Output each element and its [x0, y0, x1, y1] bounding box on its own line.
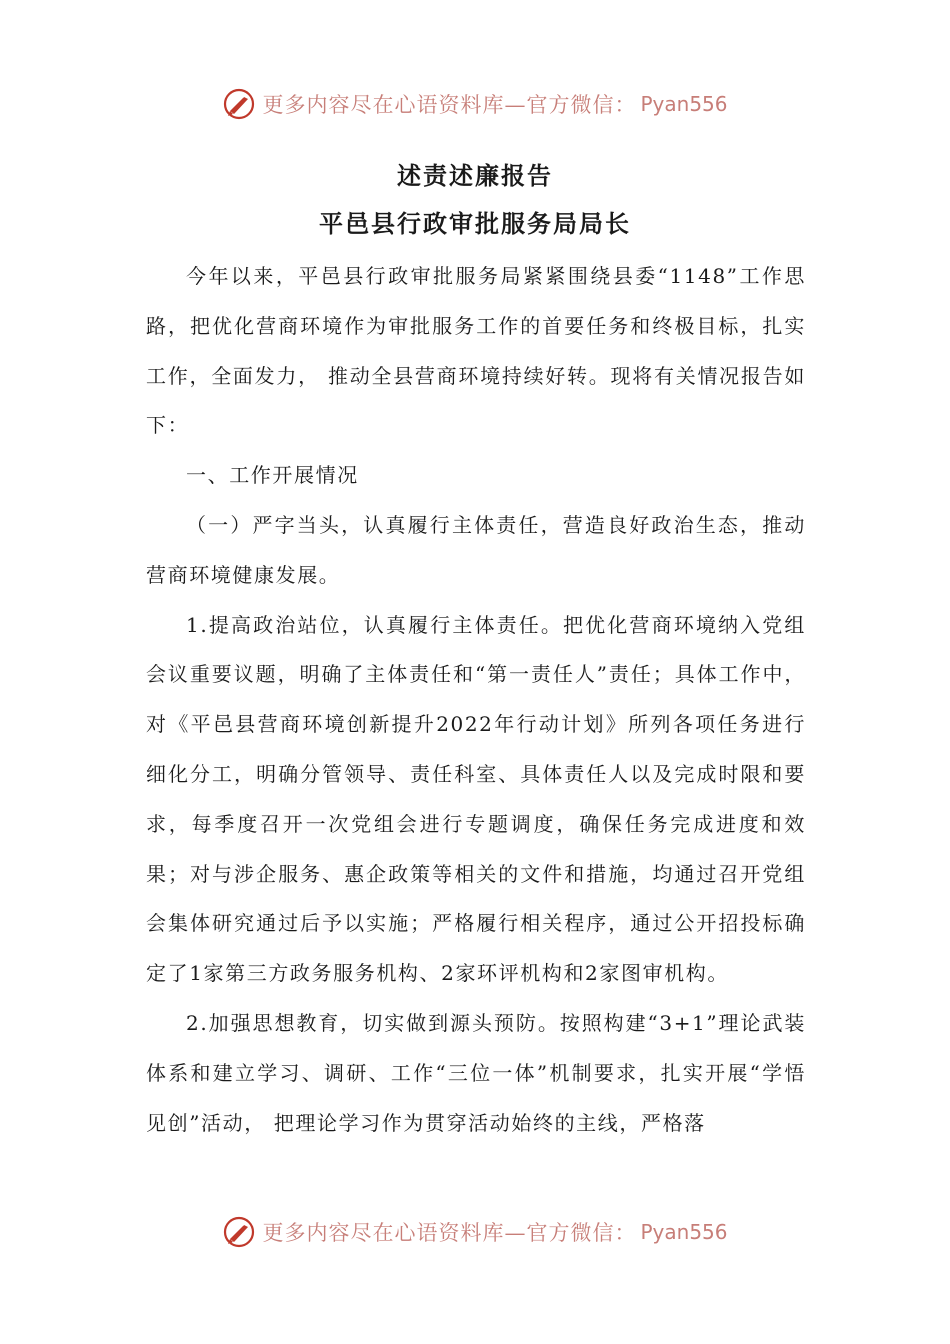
document-title: 述责述廉报告 [397, 161, 553, 190]
watermark-top [0, 84, 950, 124]
watermark-wechat-id: Pyan556 [640, 1220, 728, 1244]
section-heading: 一、工作开展情况 [186, 463, 359, 488]
paragraph-item-2: 2.加强思想教育，切实做到源头预防。按照构建“3+1”理论武装体系和建立学习、调研、工作“三位一体”机制要求，扎实开展“学悟见创”活动， 把理论学习作为贯穿活动始终的主线，严格落 [146, 1010, 806, 1135]
watermark-bottom [0, 1212, 950, 1252]
watermark-text: 更多内容尽在心语资料库—官方微信： [262, 1221, 637, 1245]
pen-logo-icon [222, 87, 256, 121]
watermark-text: 更多内容尽在心语资料库—官方微信： [262, 93, 637, 117]
subsection-heading: （一）严字当头，认真履行主体责任，营造良好政治生态，推动营商环境健康发展。 [146, 512, 806, 587]
pen-logo-icon [222, 1215, 256, 1249]
watermark-wechat-id: Pyan556 [640, 92, 728, 116]
paragraph-item-1: 1.提高政治站位，认真履行主体责任。把优化营商环境纳入党组会议重要议题，明确了主体责任和“第一责任人”责任；具体工作中，对《平邑县营商环境创新提升2022年行动计划》所列各项任务进行细化分工，明确分管领导、责任科室、具体责任人以及完成时限和要求，每季度召开一次党组会进行专题调度，确保任务完成进度和效果；对与涉企服务、惠企政策等相关的文件和措施，均通过召开党组会集体研究通过后予以实施；严格履行相关程序，通过公开招投标确定了1家第三方政务服务机构、2家环评机构和2家图审机构。 [146, 612, 806, 986]
document-subtitle: 平邑县行政审批服务局局长 [319, 209, 631, 238]
paragraph-intro: 今年以来，平邑县行政审批服务局紧紧围绕县委“1148”工作思路，把优化营商环境作为审批服务工作的首要任务和终极目标，扎实工作，全面发力， 推动全县营商环境持续好转。现将有关情况报告如下： [146, 264, 806, 438]
document-body [146, 252, 806, 1148]
